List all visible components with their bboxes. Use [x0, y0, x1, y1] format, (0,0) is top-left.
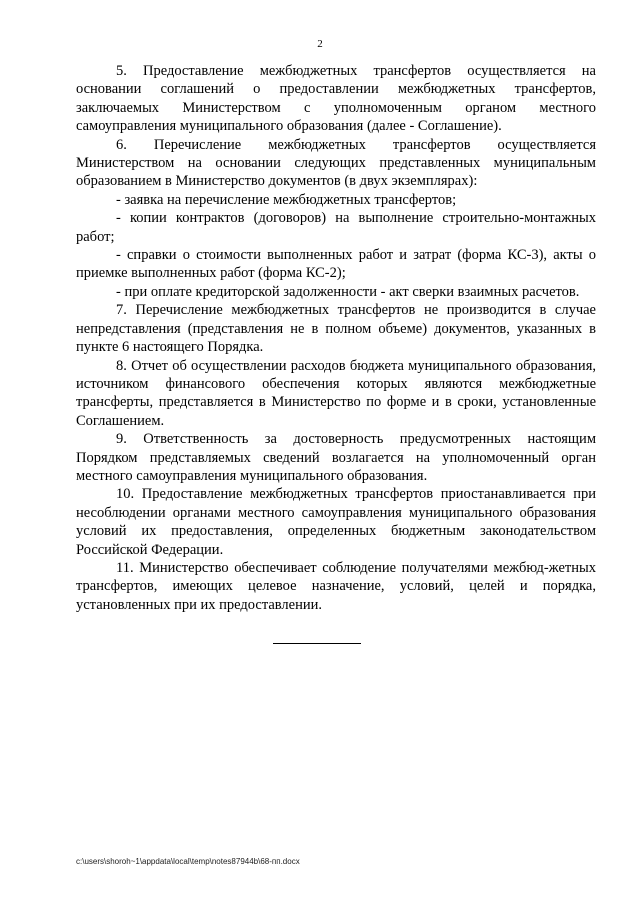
end-divider-line	[273, 643, 361, 644]
list-item-certificates: - справки о стоимости выполненных работ и затрат (форма КС-3), акты о приемке выполненных работ (форма КС-2);	[76, 247, 596, 282]
footer-file-path: c:\users\shoroh~1\appdata\local\temp\notes87944b\68-пп.docx	[76, 857, 300, 866]
document-body	[76, 62, 596, 614]
paragraph-6: 6. Перечисление межбюджетных трансфертов осуществляется Министерством на основании следующих представленных муниципальным образованием в Министерство документов (в двух экземплярах):	[76, 136, 596, 190]
paragraph-8: 8. Отчет об осуществлении расходов бюджета муниципального образования, источником финансового обеспечения которых являются межбюджетные трансферты, представляется в Министерство по форме и в сроки, установленные Соглашением.	[76, 357, 596, 429]
paragraph-7: 7. Перечисление межбюджетных трансфертов не производится в случае непредставления (представления не в полном объеме) документов, указанных в пункте 6 настоящего Порядка.	[76, 302, 596, 356]
list-item-contracts: - копии контрактов (договоров) на выполнение строительно-монтажных работ;	[76, 210, 596, 245]
paragraph-9: 9. Ответственность за достоверность предусмотренных настоящим Порядком представляемых сведений возлагается на уполномоченный орган местного самоуправления муниципального образования.	[76, 431, 596, 484]
paragraph-10: 10. Предоставление межбюджетных трансфертов приостанавливается при несоблюдении органами местного самоуправления муниципального образования условий их предоставления, определенных бюджетным законодательством Российской Федерации.	[76, 486, 596, 558]
page-number: 2	[317, 38, 323, 50]
list-item-reconciliation: - при оплате кредиторской задолженности - акт сверки взаимных расчетов.	[116, 283, 580, 300]
paragraph-11: 11. Министерство обеспечивает соблюдение получателями межбюд-жетных трансфертов, имеющих целевое назначение, условий, целей и порядка, установленных при их предоставлении.	[76, 559, 596, 613]
list-item-application: - заявка на перечисление межбюджетных трансфертов;	[116, 191, 457, 208]
paragraph-5: 5. Предоставление межбюджетных трансфертов осуществляется на основании соглашений о предоставлении межбюджетных трансфертов, заключаемых Министерством с уполномоченным органом местного самоуправления муниципального образования (далее - Соглашение).	[76, 63, 596, 135]
